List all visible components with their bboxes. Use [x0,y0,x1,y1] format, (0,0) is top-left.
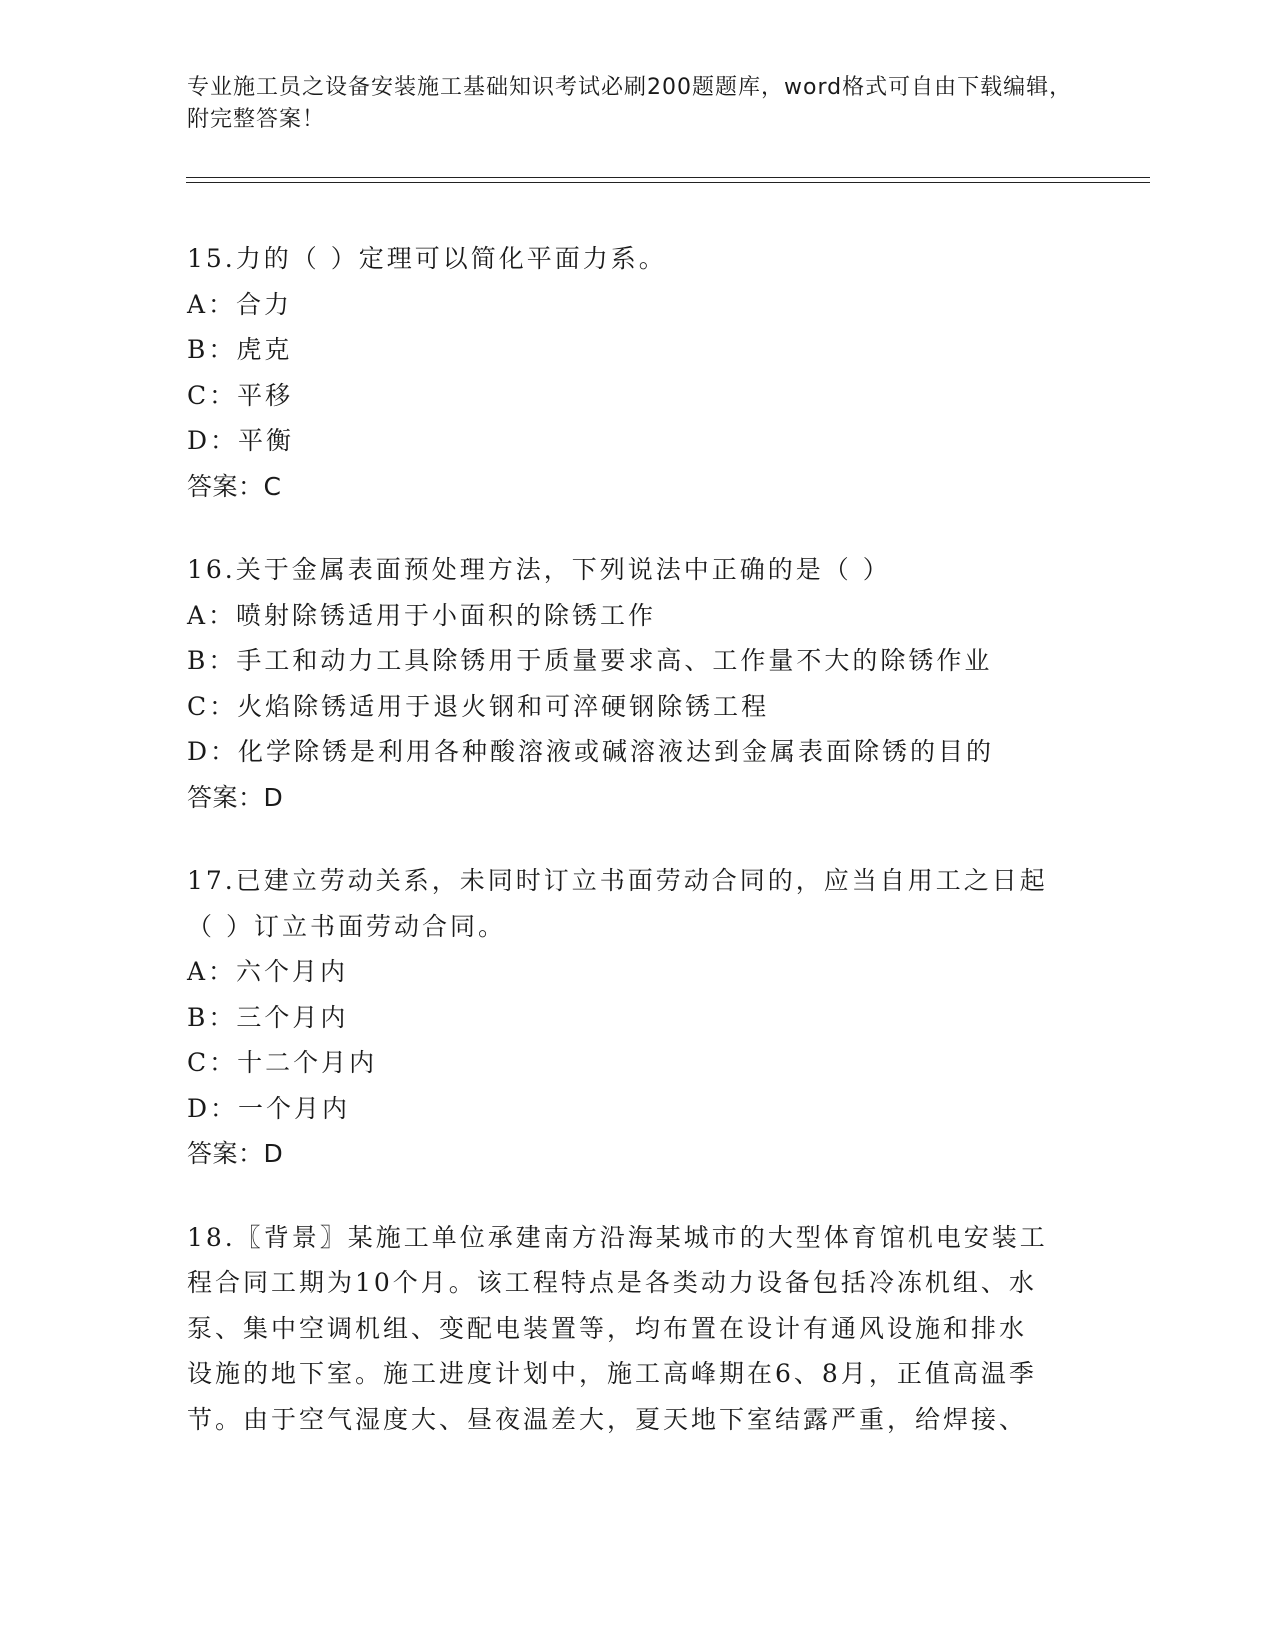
option-c: C：火焰除锈适用于退火钢和可淬硬钢除锈工程 [187,691,770,721]
background-line: 泵、集中空调机组、变配电装置等，均布置在设计有通风设施和排水 [187,1313,1028,1343]
background-line: 程合同工期为10个月。该工程特点是各类动力设备包括冷冻机组、水 [187,1268,1037,1297]
option-c: C：平移 [187,380,294,410]
option-d: D：平衡 [187,426,295,455]
document-header: 专业施工员之设备安装施工基础知识考试必刷200题题库，word格式可自由下载编辑，附完整答案！ [187,75,1073,132]
option-d: D：一个月内 [187,1093,351,1123]
question-text: 16.关于金属表面预处理方法，下列说法中正确的是（ ） [187,555,891,584]
question-list [187,236,1087,1480]
header-divider-bottom [186,182,1150,183]
option-c: C：十二个月内 [187,1048,378,1077]
option-a: A：喷射除锈适用于小面积的除锈工作 [187,600,657,630]
question-15 [187,236,1087,509]
option-b: B：手工和动力工具除锈用于质量要求高、工作量不大的除锈作业 [187,646,993,675]
background-line: 节。由于空气湿度大、昼夜温差大，夏天地下室结露严重，给焊接、 [187,1404,1028,1434]
question-18 [187,1215,1087,1443]
background-line: 18.〖背景〗某施工单位承建南方沿海某城市的大型体育馆机电安装工 [187,1222,1048,1252]
question-17 [187,858,1087,1177]
option-b: B：虎克 [187,335,293,364]
answer: 答案：C [187,471,282,501]
option-a: A：六个月内 [187,957,349,986]
answer: 答案：D [187,1139,284,1168]
option-a: A：合力 [187,289,293,319]
background-line: 设施的地下室。施工进度计划中，施工高峰期在6、8月，正值高温季 [187,1359,1037,1388]
option-b: B：三个月内 [187,1002,349,1032]
header-divider-top [186,177,1150,178]
question-16 [187,547,1087,820]
option-d: D：化学除锈是利用各种酸溶液或碱溶液达到金属表面除锈的目的 [187,737,995,766]
question-text-line-2: （ ）订立书面劳动合同。 [187,911,506,941]
answer: 答案：D [187,782,284,812]
question-text-line-1: 17.已建立劳动关系，未同时订立书面劳动合同的，应当自用工之日起 [187,866,1048,895]
question-text: 15.力的（ ）定理可以简化平面力系。 [187,244,667,273]
